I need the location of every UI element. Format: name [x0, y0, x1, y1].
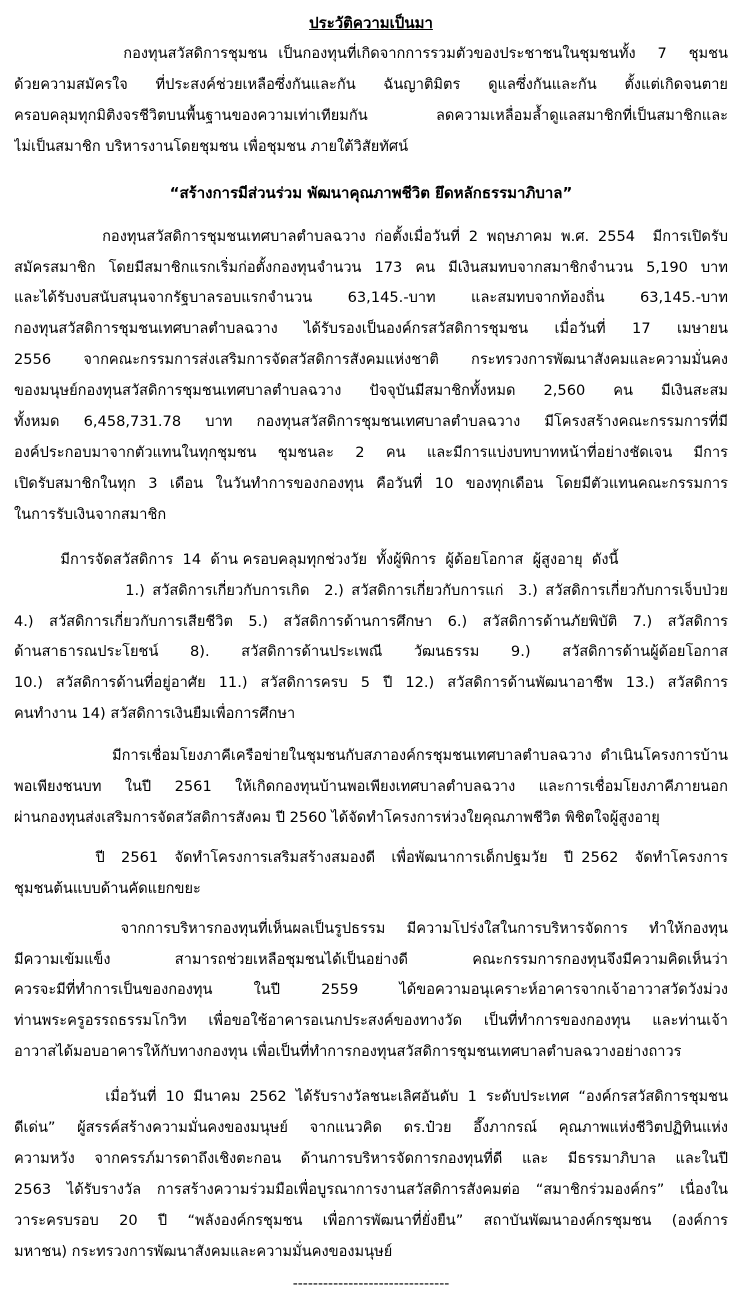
welfare-list — [14, 576, 728, 731]
office-line: จากการบริหารกองทุนที่เห็นผลเป็นรูปธรรม มีความโปร่งใสในการบริหารจัดการ ทำให้กองทุน — [14, 919, 728, 937]
awards-line: ดีเด่น” ผู้สรรค์สร้างความมั่นคงของมนุษย์ จากแนวคิด ดร.ป๋วย อึ๊งภากรณ์ คุณภาพแห่งชีวิตปฏิทินแห่ง — [14, 1119, 728, 1137]
office-paragraph — [14, 914, 728, 1069]
awards-line: วาระครบรอบ 20 ปี “พลังองค์กรชุมชน เพื่อการพัฒนาที่ยั่งยืน” สถาบันพัฒนาองค์กรชุมชน (องค์การ — [14, 1211, 728, 1229]
intro-line: ด้วยความสมัครใจ ที่ประสงค์ช่วยเหลือซึ่งกันและกัน ฉันญาติมิตร ดูแลซึ่งกันและกัน ตั้งแต่เกิดจนตาย — [14, 75, 728, 93]
network-line: ผ่านกองทุนส่งเสริมการจัดสวัสดิการสังคม ปี 2560 ได้จัดทำโครงการห่วงใยคุณภาพชีวิต พิชิตใจผู้สูงอายุ — [14, 808, 660, 826]
history-line: และได้รับงบสนับสนุนจากรัฐบาลรอบแรกจำนวน 63,145.-บาท และสมทบจากท้องถิ่น 63,145.-บาท — [14, 289, 728, 307]
office-line: ท่านพระครูอรรถธรรมโกวิท เพื่อขอใช้อาคารอเนกประสงค์ของทางวัด เป็นที่ทำการของกองทุน และท่านเจ้า — [14, 1012, 728, 1030]
awards-line: ความหวัง จากครรภ์มารดาถึงเชิงตะกอน ด้านการบริหารจัดการกองทุนที่ดี และ มีธรรมาภิบาล และในปี — [14, 1150, 728, 1167]
history-line: เปิดรับสมาชิกในทุก 3 เดือน ในวันทำการของกองทุน คือวันที่ 10 ของทุกเดือน โดยมีตัวแทนคณะกรรมการ — [14, 474, 728, 492]
intro-line: กองทุนสวัสดิการชุมชน เป็นกองทุนที่เกิดจากการรวมตัวของประชาชนในชุมชนทั้ง 7 ชุมชน — [14, 45, 728, 62]
projects-paragraph — [14, 843, 728, 905]
history-paragraph — [14, 222, 728, 531]
welfare-line: 4.) สวัสดิการเกี่ยวกับการเสียชีวิต 5.) สวัสดิการด้านการศึกษา 6.) สวัสดิการด้านภัยพิบัติ 7.) สวัสดิการ — [14, 612, 728, 630]
history-line: กองทุนสวัสดิการชุมชนเทศบาลตำบลฉวาง ได้รับรองเป็นองค์กรสวัสดิการชุมชน เมื่อวันที่ 17 เมษายน — [14, 320, 728, 338]
welfare-line: 10.) สวัสดิการด้านที่อยู่อาศัย 11.) สวัสดิการครบ 5 ปี 12.) สวัสดิการด้านพัฒนาอาชีพ 13.) สวัสดิการ — [14, 674, 728, 692]
welfare-line: 1.) สวัสดิการเกี่ยวกับการเกิด 2.) สวัสดิการเกี่ยวกับการแก่ 3.) สวัสดิการเกี่ยวกับการเจ็บป่วย — [14, 581, 728, 599]
office-line: ควรจะมีที่ทำการเป็นของกองทุน ในปี 2559 ได้ขอความอนุเคราะห์อาคารจากเจ้าอาวาสวัดวังม่วง — [14, 981, 728, 999]
projects-line: ชุมชนต้นแบบด้านคัดแยกขยะ — [14, 879, 201, 897]
network-line: มีการเชื่อมโยงภาคีเครือข่ายในชุมชนกับสภาองค์กรชุมชนเทศบาลตำบลฉวาง ดำเนินโครงการบ้าน — [14, 747, 728, 765]
welfare-intro: มีการจัดสวัสดิการ 14 ด้าน ครอบคลุมทุกช่วงวัย ทั้งผู้พิการ ผู้ด้อยโอกาส ผู้สูงอายุ ดังนี้ — [14, 550, 619, 568]
awards-line: 2563 ได้รับรางวัล การสร้างความร่วมมือเพื่อบูรณาการงานสวัสดิการสังคมต่อ “สมาชิกร่วมองค์กร” เนื่องใน — [14, 1180, 728, 1198]
office-line: มีความเข้มแข็ง สามารถช่วยเหลือชุมชนได้เป็นอย่างดี คณะกรรมการกองทุนจึงมีความคิดเห็นว่า — [14, 950, 728, 968]
history-line: 2556 จากคณะกรรมการส่งเสริมการจัดสวัสดิการสังคมแห่งชาติ กระทรวงการพัฒนาสังคมและความมั่นคง — [14, 351, 728, 369]
intro-line: ไม่เป็นสมาชิก บริหารงานโดยชุมชน เพื่อชุมชน ภายใต้วิสัยทัศน์ — [14, 137, 409, 155]
welfare-line: ด้านสาธารณประโยชน์ 8). สวัสดิการด้านประเพณี วัฒนธรรม 9.) สวัสดิการด้านผู้ด้อยโอกาส — [14, 643, 728, 661]
office-line: อาวาสได้มอบอาคารให้กับทางกองทุน เพื่อเป็นที่ทำการกองทุนสวัสดิการชุมชนเทศบาลตำบลฉวางอย่างถาวร — [14, 1043, 682, 1061]
projects-line: ปี 2561 จัดทำโครงการเสริมสร้างสมองดี เพื่อพัฒนาการเด็กปฐมวัย ปี 2562 จัดทำโครงการ — [14, 848, 728, 866]
history-line: ของมนุษย์กองทุนสวัสดิการชุมชนเทศบาลตำบลฉวาง ปัจจุบันมีสมาชิกทั้งหมด 2,560 คน มีเงินสะสม — [14, 382, 728, 400]
vision-slogan: “สร้างการมีส่วนร่วม พัฒนาคุณภาพชีวิต ยึดหลักธรรมาภิบาล” — [169, 183, 573, 202]
awards-paragraph — [14, 1082, 728, 1267]
intro-paragraph — [14, 39, 728, 163]
end-divider: ------------------------------- — [292, 1275, 450, 1292]
history-line: องค์ประกอบมาจากตัวแทนในทุกชุมชน ชุมชนละ 2 คน และมีการแบ่งบทบาทหน้าที่อย่างชัดเจน มีการ — [14, 443, 728, 461]
history-line: กองทุนสวัสดิการชุมชนเทศบาลตำบลฉวาง ก่อตั้งเมื่อวันที่ 2 พฤษภาคม พ.ศ. 2554 มีการเปิดรับ — [14, 227, 728, 245]
awards-line: เมื่อวันที่ 10 มีนาคม 2562 ได้รับรางวัลชนะเลิศอันดับ 1 ระดับประเทศ “องค์กรสวัสดิการชุมชน — [14, 1088, 728, 1106]
awards-line: มหาชน) กระทรวงการพัฒนาสังคมและความมั่นคงของมนุษย์ — [14, 1242, 393, 1260]
history-line: ในการรับเงินจากสมาชิก — [14, 505, 167, 523]
page-title: ประวัติความเป็นมา — [309, 14, 433, 32]
history-line: สมัครสมาชิก โดยมีสมาชิกแรกเริ่มก่อตั้งกองทุนจำนวน 173 คน มีเงินสมทบจากสมาชิกจำนวน 5,190 บาท — [14, 258, 728, 276]
network-paragraph — [14, 741, 728, 834]
history-line: ทั้งหมด 6,458,731.78 บาท กองทุนสวัสดิการชุมชนเทศบาลตำบลฉวาง มีโครงสร้างคณะกรรมการที่มี — [14, 413, 728, 431]
network-line: พอเพียงชนบท ในปี 2561 ให้เกิดกองทุนบ้านพอเพียงเทศบาลตำบลฉวาง และการเชื่อมโยงภาคีภายนอก — [14, 778, 728, 796]
intro-line: ครอบคลุมทุกมิติงจรชีวิตบนพื้นฐานของความเท่าเทียมกัน ลดความเหลื่อมล้ำดูแลสมาชิกที่เป็นสมาชิกและ — [14, 106, 728, 124]
welfare-line: คนทำงาน 14) สวัสดิการเงินยืมเพื่อการศึกษา — [14, 705, 296, 723]
